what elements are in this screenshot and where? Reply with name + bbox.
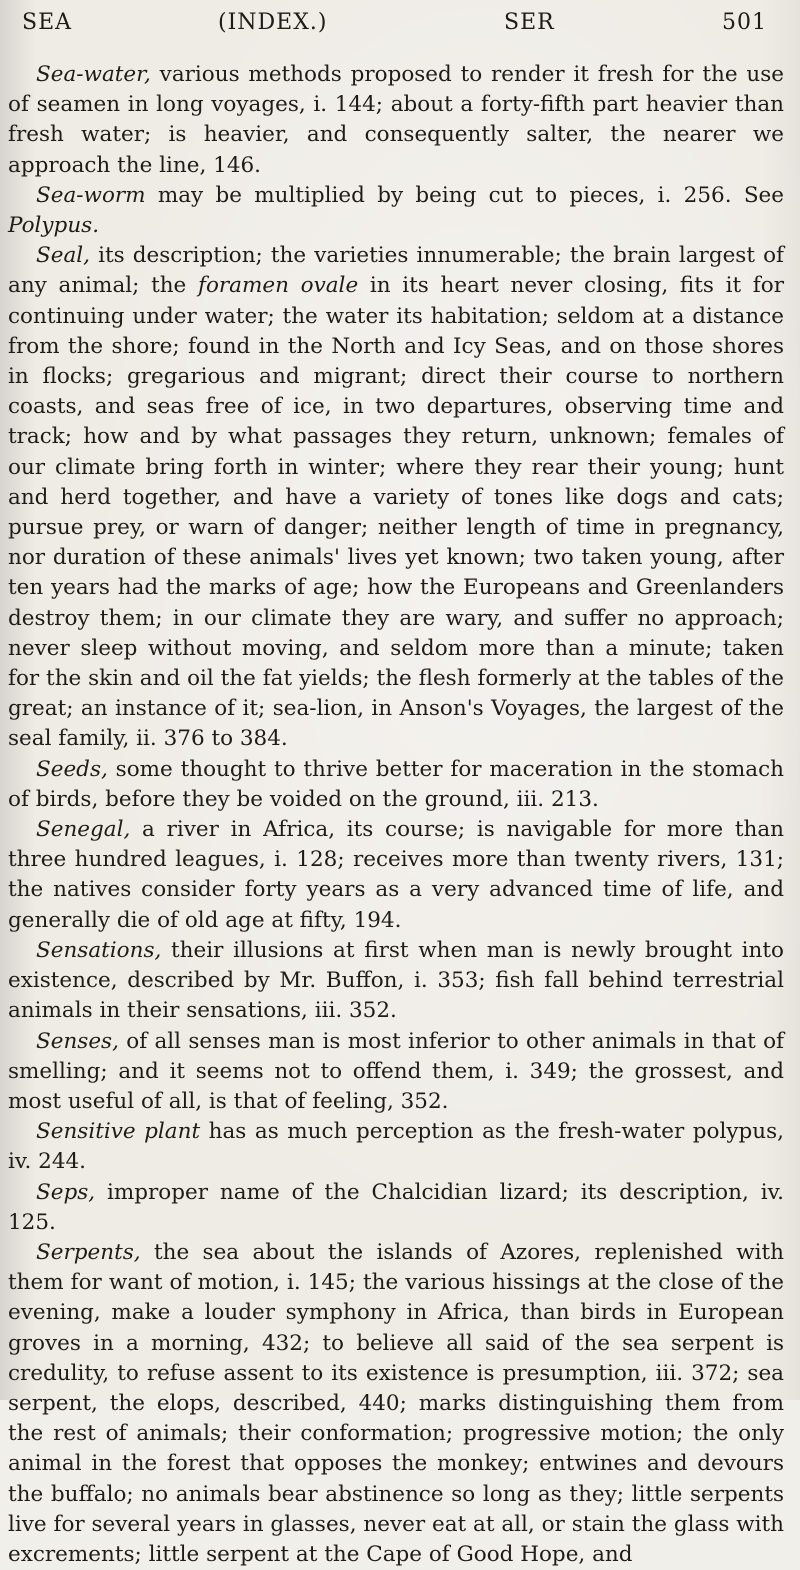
entry-text: their illusions at first when man is newly brought into existence, described by Mr. Buffon, i. 353; fish fall behind terrestrial animals in their sensations, iii. 352.	[8, 937, 784, 1024]
index-entry-seal	[8, 241, 784, 754]
index-entry-senegal	[8, 815, 784, 936]
entry-italic-term: foramen ovale	[198, 273, 359, 299]
entry-text: a river in Africa, its course; is navigable for more than three hundred leagues, i. 128; receives more than twenty rivers, 131; the natives consider forty years as a very advanced time of life, and generally die of old age at fifty, 194.	[8, 817, 784, 933]
entry-text: some thought to thrive better for maceration in the stomach of birds, before they be voided on the ground, iii. 213.	[8, 756, 784, 812]
entry-text: has as much perception as the fresh-water polypus, iv. 244.	[8, 1119, 784, 1175]
entry-keyword: Sea-water,	[36, 62, 151, 87]
running-header	[0, 10, 800, 46]
index-entry-seeds	[8, 755, 784, 815]
index-entry-seps	[8, 1178, 784, 1238]
entry-cross-reference: Polypus.	[8, 213, 100, 239]
entry-keyword: Seal,	[36, 243, 90, 269]
entry-keyword: Sensations,	[36, 937, 162, 963]
entry-text: in its heart never closing, fits it for continuing under water; the water its habitation; seldom at a distance from the shore; found in the North and Icy Seas, and on those shores in flocks; gregarious and migrant; direct their course to northern coasts, and seas free of ice, in two departures, observing time and track; how and by what passages they return, unknown; females of our climate bring forth in winter; where they rear their young; hunt and herd together, and have a variety of tones like dogs and cats; pursue prey, or warn of danger; neither length of time in pregnancy, nor duration of these animals' lives yet known; two taken young, after ten years had the marks of age; how the Europeans and Greenlanders destroy them; in our climate they are wary, and suffer no approach; never sleep without moving, and seldom more than a minute; taken for the skin and oil the fat yields; the flesh formerly at the tables of the great; an instance of it; sea-lion, in Anson's Voyages, the largest of the seal family, ii. 376 to 384.	[8, 273, 784, 752]
index-entry-sea-water	[8, 60, 784, 181]
index-entry-sensations	[8, 936, 784, 1027]
entry-keyword: Sensitive plant	[36, 1119, 201, 1145]
entry-keyword: Senegal,	[36, 817, 131, 843]
entry-keyword: Seeds,	[36, 756, 108, 782]
entry-keyword: Seps,	[36, 1179, 96, 1205]
index-entry-sensitive-plant	[8, 1117, 784, 1177]
entry-text: may be multiplied by being cut to pieces, i. 256. See	[145, 182, 784, 208]
header-right-word: SER	[504, 10, 555, 35]
entry-text: various methods proposed to render it fresh for the use of seamen in long voyages, i. 144; about a forty-fifth part heavier than fresh water; is heavier, and consequently salter, the nearer we approach the line, 146.	[8, 62, 784, 178]
entry-text: its description; the varieties innumerable; the brain largest of any animal; the	[8, 243, 784, 299]
index-entry-senses	[8, 1027, 784, 1118]
entry-text: improper name of the Chalcidian lizard; its description, iv. 125.	[8, 1179, 784, 1235]
entry-keyword: Serpents,	[36, 1239, 141, 1265]
entry-text: of all senses man is most inferior to other animals in that of smelling; and it seems not to offend them, i. 349; the grossest, and most useful of all, is that of feeling, 352.	[8, 1028, 784, 1114]
index-entries	[8, 60, 784, 1570]
entry-text: the sea about the islands of Azores, replenished with them for want of motion, i. 145; the various hissings at the close of the evening, make a louder symphony in Africa, than birds in European groves in a morning, 432; to believe all said of the sea serpent is credulity, to refuse assent to its existence is presumption, iii. 372; sea serpent, the elops, described, 440; marks distinguishing them from the rest of animals; their conformation; progressive motion; the only animal in the forest that opposes the monkey; entwines and devours the buffalo; no animals bear abstinence so long as they; little serpents live for several years in glasses, never eat at all, or stain the glass with excrements; little serpent at the Cape of Good Hope, and	[8, 1239, 784, 1567]
entry-keyword: Sea-worm	[36, 182, 146, 208]
header-left-word: SEA	[22, 10, 73, 35]
index-entry-sea-worm	[8, 181, 784, 241]
header-center-label: (INDEX.)	[218, 10, 328, 35]
entry-keyword: Senses,	[36, 1028, 119, 1054]
index-entry-serpents	[8, 1238, 784, 1570]
page-number: 501	[722, 10, 767, 35]
